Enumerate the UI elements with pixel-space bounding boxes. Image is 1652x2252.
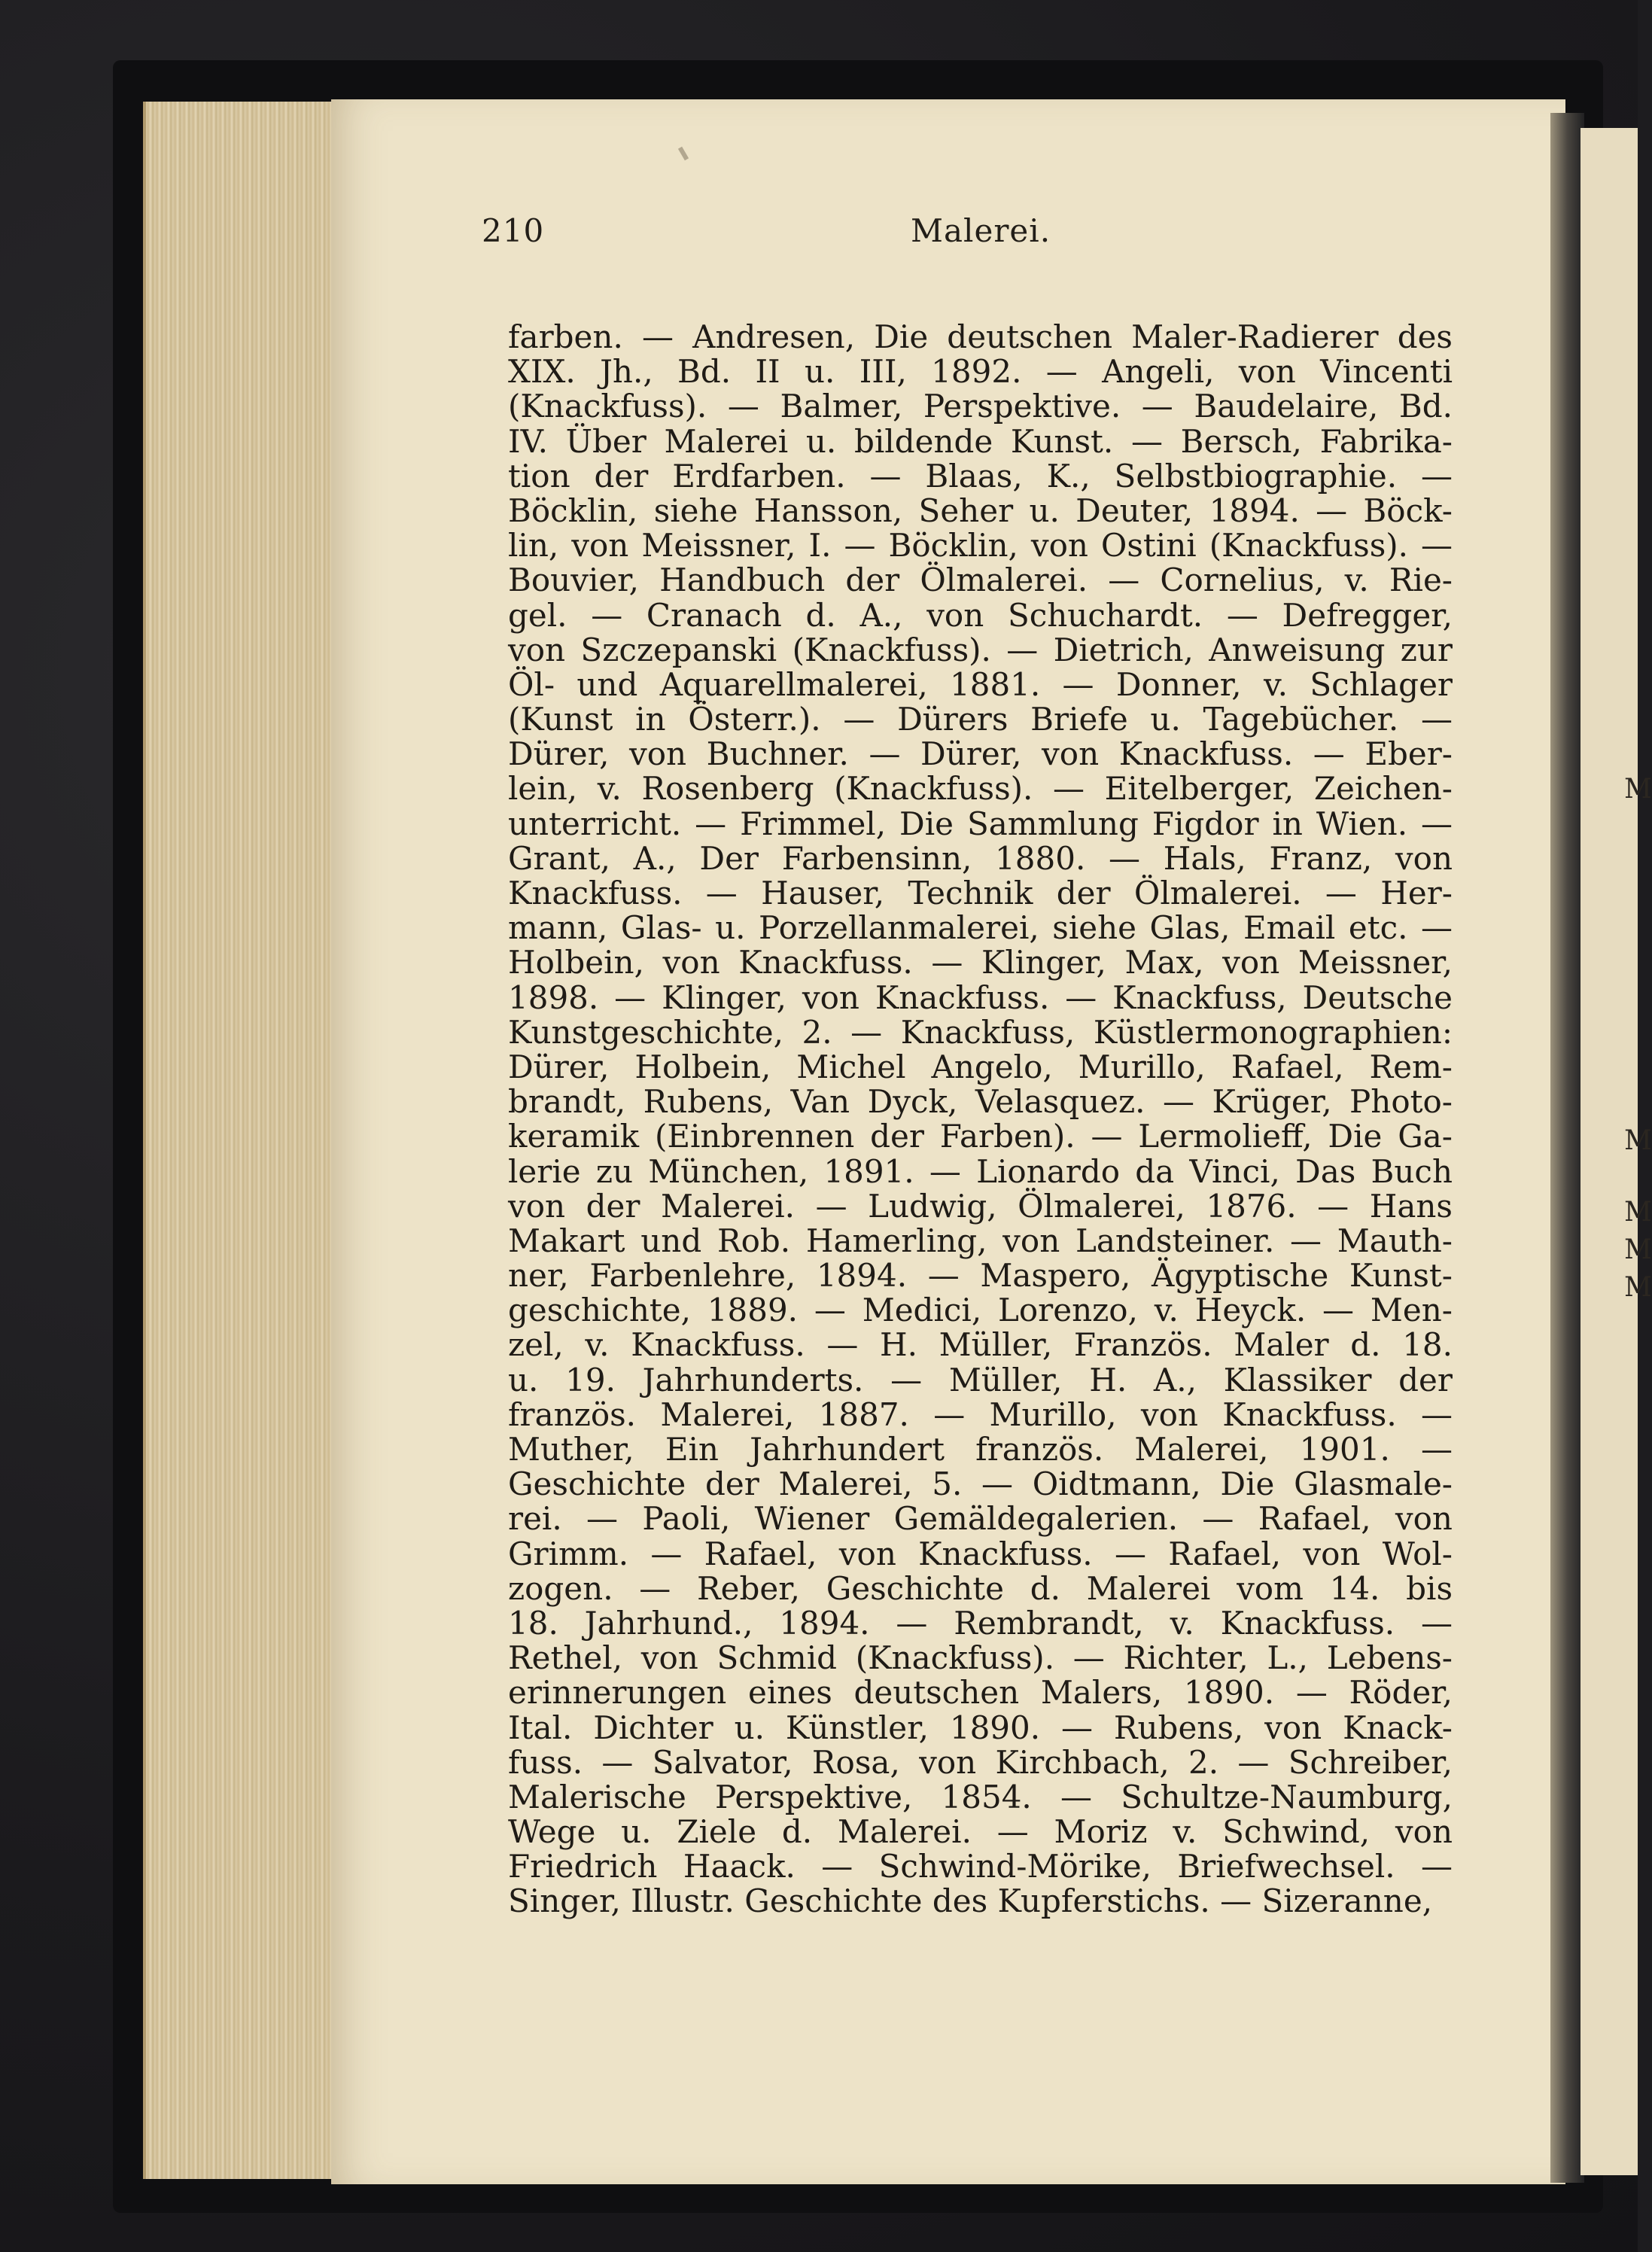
text-line: Knackfuss. — Hauser, Technik der Ölmalerei. — Her- [508, 875, 1453, 911]
text-line: fuss. — Salvator, Rosa, von Kirchbach, 2. — Schreiber, [508, 1743, 1453, 1781]
text-line: von der Malerei. — Ludwig, Ölmalerei, 1876. — Hans [508, 1187, 1453, 1225]
text-line: Bouvier, Handbuch der Ölmalerei. — Cornelius, v. Rie- [508, 561, 1453, 599]
text-line: gel. — Cranach d. A., von Schuchardt. — Defregger, [508, 596, 1453, 634]
facing-page-mark: M [1624, 1197, 1652, 1228]
text-line: 18. Jahrhund., 1894. — Rembrandt, v. Knackfuss. — [508, 1604, 1453, 1642]
text-line: (Kunst in Österr.). — Dürers Briefe u. Tagebücher. — [508, 701, 1453, 738]
bibliography-text [508, 320, 1453, 1919]
text-line: IV. Über Malerei u. bildende Kunst. — Bersch, Fabrika- [508, 422, 1453, 460]
page-title: Malerei. [911, 212, 1051, 249]
facing-page-mark: M [1624, 1234, 1652, 1265]
text-line: Grimm. — Rafael, von Knackfuss. — Rafael, von Wol- [508, 1535, 1453, 1572]
facing-page-mark: M [1624, 774, 1652, 805]
text-line: zel, v. Knackfuss. — H. Müller, Französ. Maler d. 18. [508, 1326, 1453, 1364]
text-line: erinnerungen eines deutschen Malers, 1890. — Röder, [508, 1674, 1453, 1712]
text-line: Rethel, von Schmid (Knackfuss). — Richter, L., Lebens- [508, 1639, 1453, 1677]
text-line: Kunstgeschichte, 2. — Knackfuss, Küstlermonographien: [508, 1013, 1453, 1051]
text-line: Wege u. Ziele d. Malerei. — Moriz v. Schwind, von [508, 1813, 1453, 1851]
text-line: Böcklin, siehe Hansson, Seher u. Deuter, 1894. — Böck- [508, 491, 1453, 529]
text-line: tion der Erdfarben. — Blaas, K., Selbstbiographie. — [508, 457, 1453, 495]
text-line: lein, v. Rosenberg (Knackfuss). — Eitelberger, Zeichen- [508, 770, 1453, 808]
page-number: 210 [482, 212, 545, 249]
text-line: lerie zu München, 1891. — Lionardo da Vinci, Das Buch [508, 1152, 1453, 1190]
facing-page-mark: M [1624, 1125, 1652, 1156]
text-line: zogen. — Reber, Geschichte d. Malerei vom 14. bis [508, 1569, 1453, 1607]
text-line: Makart und Rob. Hamerling, von Landsteiner. — Mauth- [508, 1222, 1453, 1259]
text-line: Öl- und Aquarellmalerei, 1881. — Donner, v. Schlager [508, 665, 1453, 703]
gutter-shadow [1550, 113, 1584, 2183]
text-line: französ. Malerei, 1887. — Murillo, von Knackfuss. — [508, 1395, 1453, 1433]
text-line: von Szczepanski (Knackfuss). — Dietrich, Anweisung zur [508, 631, 1453, 668]
text-line: rei. — Paoli, Wiener Gemäldegalerien. — Rafael, von [508, 1500, 1453, 1538]
text-line: Malerische Perspektive, 1854. — Schultze-Naumburg, [508, 1778, 1453, 1815]
text-line: XIX. Jh., Bd. II u. III, 1892. — Angeli, von Vincenti [508, 353, 1453, 391]
text-line: Holbein, von Knackfuss. — Klinger, Max, von Meissner, [508, 944, 1453, 981]
text-line: Muther, Ein Jahrhundert französ. Malerei, 1901. — [508, 1431, 1453, 1468]
text-line: Ital. Dichter u. Künstler, 1890. — Rubens, von Knack- [508, 1709, 1453, 1746]
text-line: brandt, Rubens, Van Dyck, Velasquez. — Krüger, Photo- [508, 1083, 1453, 1121]
running-header [482, 212, 1445, 257]
text-line: geschichte, 1889. — Medici, Lorenzo, v. Heyck. — Men- [508, 1292, 1453, 1329]
text-line: farben. — Andresen, Die deutschen Maler-Radierer des [508, 318, 1453, 355]
text-line: Geschichte der Malerei, 5. — Oidtmann, Die Glasmale- [508, 1465, 1453, 1503]
text-line: u. 19. Jahrhunderts. — Müller, H. A., Klassiker der [508, 1361, 1453, 1398]
text-line: Singer, Illustr. Geschichte des Kupferstichs. — Sizeranne, [508, 1882, 1433, 1920]
text-line: Dürer, von Buchner. — Dürer, von Knackfuss. — Eber- [508, 735, 1453, 773]
text-line: lin, von Meissner, I. — Böcklin, von Ostini (Knackfuss). — [508, 527, 1453, 565]
page-edges-stack [143, 102, 342, 2179]
text-line: mann, Glas- u. Porzellanmalerei, siehe Glas, Email etc. — [508, 909, 1453, 947]
text-line: (Knackfuss). — Balmer, Perspektive. — Baudelaire, Bd. [508, 388, 1453, 425]
text-line: 1898. — Klinger, von Knackfuss. — Knackfuss, Deutsche [508, 978, 1453, 1016]
text-line: unterricht. — Frimmel, Die Sammlung Figdor in Wien. — [508, 805, 1453, 842]
text-line: Grant, A., Der Farbensinn, 1880. — Hals, Franz, von [508, 839, 1453, 877]
facing-page-mark: M [1624, 1272, 1652, 1303]
text-line: keramik (Einbrennen der Farben). — Lermolieff, Die Ga- [508, 1118, 1453, 1155]
text-line: Dürer, Holbein, Michel Angelo, Murillo, Rafael, Rem- [508, 1048, 1453, 1085]
text-line: ner, Farbenlehre, 1894. — Maspero, Ägyptische Kunst- [508, 1257, 1453, 1295]
text-line: Friedrich Haack. — Schwind-Mörike, Briefwechsel. — [508, 1848, 1453, 1885]
